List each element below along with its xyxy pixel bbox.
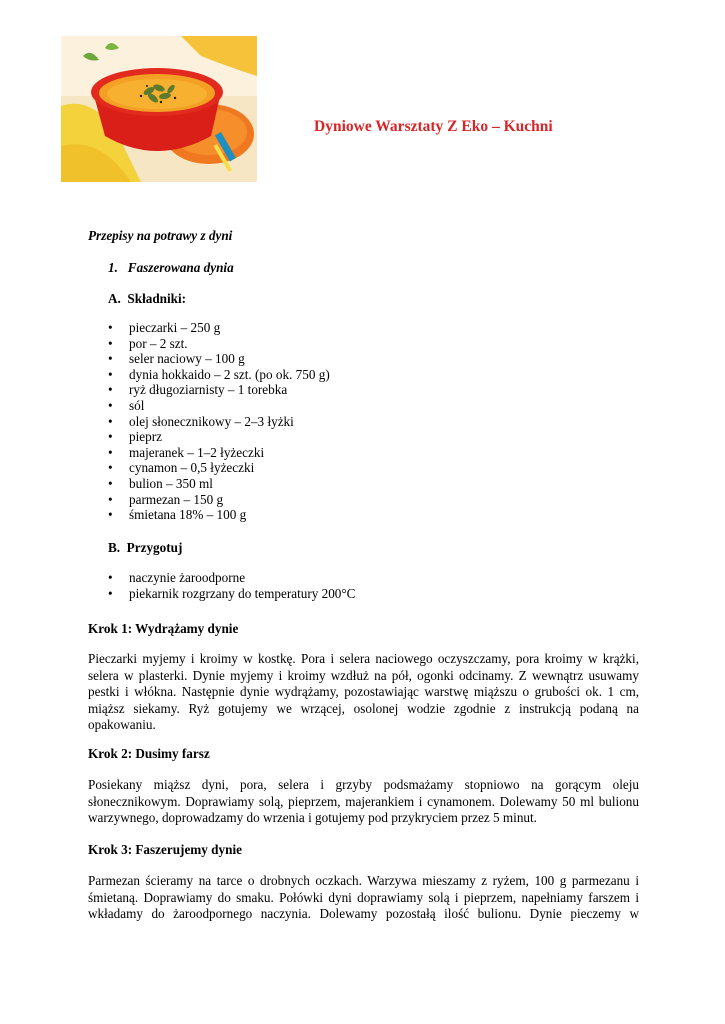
list-item: • seler naciowy – 100 g	[108, 351, 245, 367]
bullet-icon: •	[108, 507, 113, 523]
bullet-icon: •	[108, 585, 113, 601]
document-title: Dyniowe Warsztaty Z Eko – Kuchni	[314, 118, 553, 135]
ingredients-heading: A. Składniki:	[108, 291, 187, 306]
bullet-icon: •	[108, 413, 113, 429]
bullet-icon: •	[108, 320, 113, 335]
bullet-icon: •	[108, 397, 113, 413]
list-item: • piekarnik rozgrzany do temperatury 200°C	[108, 585, 356, 601]
bullet-icon: •	[108, 491, 113, 507]
step2-title: Krok 2: Dusimy farsz	[88, 746, 210, 761]
step1-text: Pieczarki myjemy i kroimy w kostkę. Pora i selera naciowego oczyszczamy, pora kroimy w krążki, selera w plasterki. Dynie myjemy i kroimy wzdłuż na pół, ogonki odcinamy. Z wewnątrz usuwamy pestki i włókna. Następnie dynie wydrążamy, pozostawiając warstwę miąższu o grubości ok. 1 cm, miąższ siekamy. Ryż gotujemy we wrzącej, osolonej wodzie zgodnie z instrukcją podaną na opakowaniu.	[88, 651, 639, 733]
list-item: • por – 2 szt.	[108, 335, 188, 351]
bullet-icon: •	[108, 460, 113, 476]
bullet-icon: •	[108, 429, 113, 445]
equipment-list	[108, 570, 355, 601]
bullet-icon: •	[108, 351, 113, 367]
step2-text: Posiekany miąższ dyni, pora, selera i grzyby podsmażamy stopniowo na gorącym oleju słonecznikowym. Doprawiamy solą, pieprzem, majerankiem i cynamonem. Dolewamy 50 ml bulionu warzywnego, doprowadzamy do wrzenia i gotujemy pod przykryciem przez 5 minut.	[88, 777, 639, 826]
list-item: • majeranek – 1–2 łyżeczki	[108, 444, 265, 460]
step3-text: Parmezan ścieramy na tarce o drobnych oczkach. Warzywa mieszamy z ryżem, 100 g parmezanu i śmietaną. Doprawiamy do smaku. Połówki dyni doprawiamy solą i pieprzem, napełniamy farszem i wkładamy do żaroodpornego naczynia. Dolewamy pozostałą ilość bulionu. Dynie pieczemy w	[88, 873, 639, 922]
list-item: • bulion – 350 ml	[108, 475, 213, 491]
bullet-icon: •	[108, 444, 113, 460]
list-item: • olej słonecznikowy – 2–3 łyżki	[108, 413, 294, 429]
step1-title: Krok 1: Wydrążamy dynie	[88, 621, 239, 636]
prepare-heading: B. Przygotuj	[108, 540, 183, 555]
step3-title: Krok 3: Faszerujemy dynie	[88, 842, 242, 857]
list-item: • sól	[108, 397, 145, 413]
recipe-heading: 1. Faszerowana dynia	[108, 260, 234, 275]
recipes-subtitle: Przepisy na potrawy z dyni	[88, 228, 233, 243]
bullet-icon: •	[108, 570, 113, 585]
list-item: • śmietana 18% – 100 g	[108, 507, 247, 523]
list-item: • ryż długoziarnisty – 1 torebka	[108, 382, 288, 398]
list-item: • parmezan – 150 g	[108, 491, 224, 507]
soup-bowl-photo	[61, 36, 257, 182]
bullet-icon: •	[108, 475, 113, 491]
ingredients-list	[108, 320, 330, 523]
list-item: • pieprz	[108, 429, 162, 445]
list-item: • pieczarki – 250 g	[108, 320, 221, 335]
bullet-icon: •	[108, 382, 113, 398]
list-item: • cynamon – 0,5 łyżeczki	[108, 460, 255, 476]
bullet-icon: •	[108, 366, 113, 382]
bullet-icon: •	[108, 335, 113, 351]
list-item: • naczynie żaroodporne	[108, 570, 246, 585]
list-item: • dynia hokkaido – 2 szt. (po ok. 750 g)	[108, 366, 330, 382]
